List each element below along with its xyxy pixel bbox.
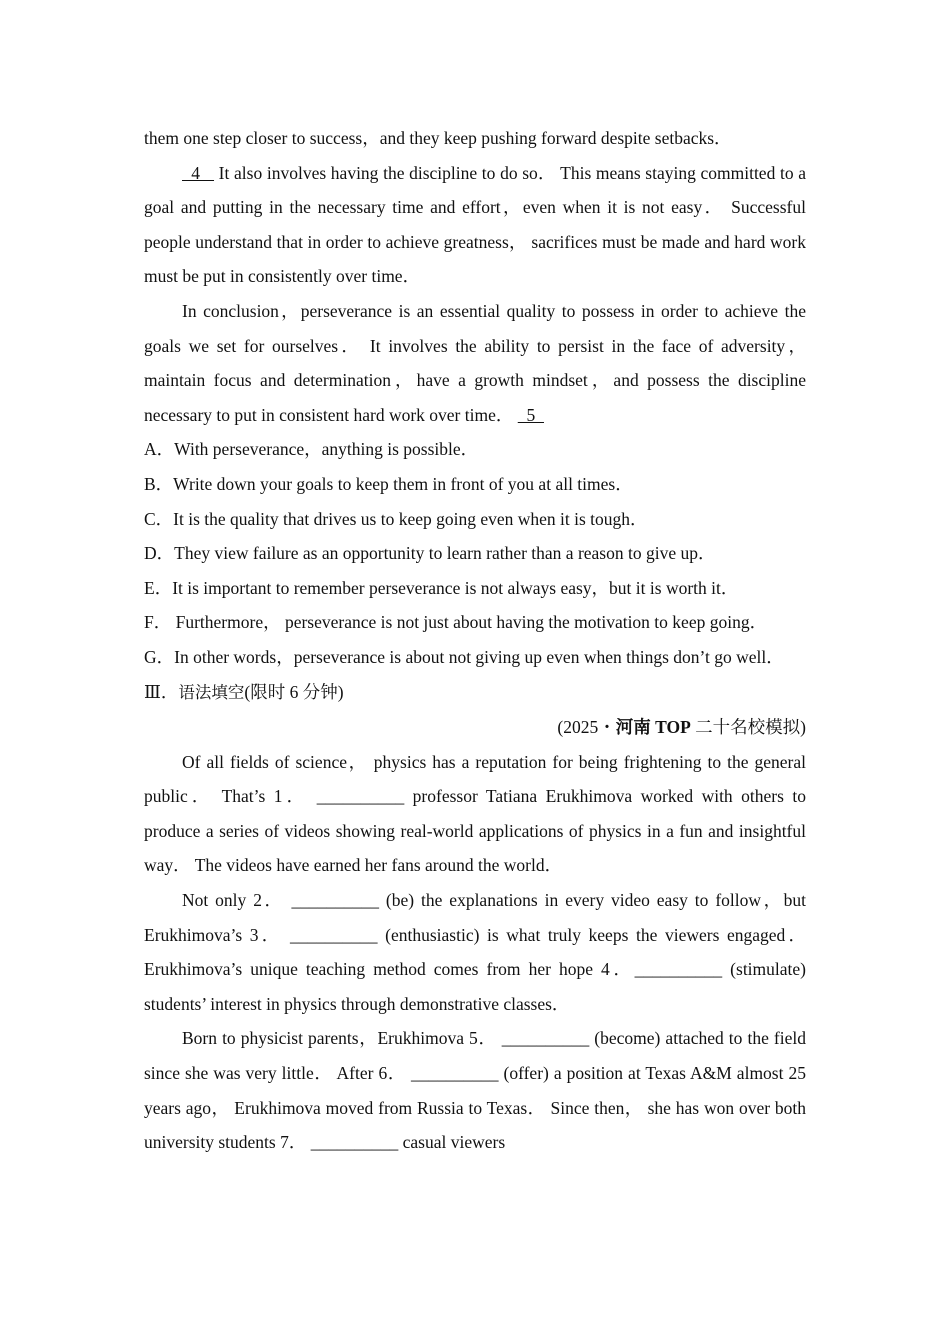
section-number: Ⅲ． (144, 681, 179, 702)
passage-paragraph-4 (144, 156, 806, 294)
grammar-paragraph-1: Of all fields of science， physics has a reputation for being frightening to the general public． That’s 1． __________ professor Tatiana Erukhimova worked with others to produce a series of videos showing real-world applications of physics in a fun and insightful way． The videos have earned her fans around the world． (144, 751, 806, 876)
grammar-paragraph-2: Not only 2． __________ (be) the explanations in every video easy to follow，but Erukhimova’s 3． __________ (enthusiastic) is what truly keeps the viewers engaged． Erukhimova’s unique teaching method comes from her hope 4．__________ (stimulate) students’ interest in physics through demonstrative classes． (144, 890, 806, 1014)
option-e: E．It is important to remember perseverance is not always easy，but it is worth it． (144, 577, 739, 598)
option-b: B．Write down your goals to keep them in front of you at all times． (144, 473, 633, 494)
grammar-paragraph-3: Born to physicist parents，Erukhimova 5． __________ (become) attached to the field since she was very little． After 6． __________ (offer) a position at Texas A&M almost 25 years ago， Erukhimova moved from Russia to Texas． Since then， she has won over both university students 7． __________ casual viewers (144, 1028, 806, 1153)
option-a: A．With perseverance，anything is possible． (144, 439, 479, 460)
passage-paragraph-tail: them one step closer to success，and they keep pushing forward despite setbacks． (144, 128, 732, 148)
source-citation: (2025・河南 TOP 二十名校模拟) (557, 717, 806, 738)
paragraph-text: It also involves having the discipline to do so． This means staying committed to a goal and putting in the necessary time and effort，even when it is not easy． Successful people understand that in order to achieve greatness， sacrifices must be made and hard work must be put in consistently over time． (144, 162, 807, 287)
passage-conclusion (144, 294, 806, 432)
option-c: C．It is the quality that drives us to keep going even when it is tough． (144, 508, 648, 529)
paragraph-text: In conclusion，perseverance is an essential quality to possess in order to achieve the goals we set for ourselves． It involves the ability to persist in the face of adversity，maintain focus and determination，have a growth mindset，and possess the discipline necessary to put in consistent hard work over time． (144, 300, 806, 425)
document-page (144, 121, 806, 1160)
section-title: 语法填空 (178, 682, 245, 702)
section-time-limit: (限时 6 分钟) (244, 681, 344, 702)
option-d: D．They view failure as an opportunity to learn rather than a reason to give up． (144, 543, 716, 564)
option-g: G．In other words，perseverance is about not giving up even when things don’t go well． (144, 646, 784, 667)
section-heading (144, 675, 806, 711)
blank-4[interactable]: 4 (182, 162, 215, 183)
option-f: F． Furthermore， perseverance is not just about having the motivation to keep going． (144, 612, 768, 633)
blank-5[interactable]: 5 (517, 404, 544, 425)
